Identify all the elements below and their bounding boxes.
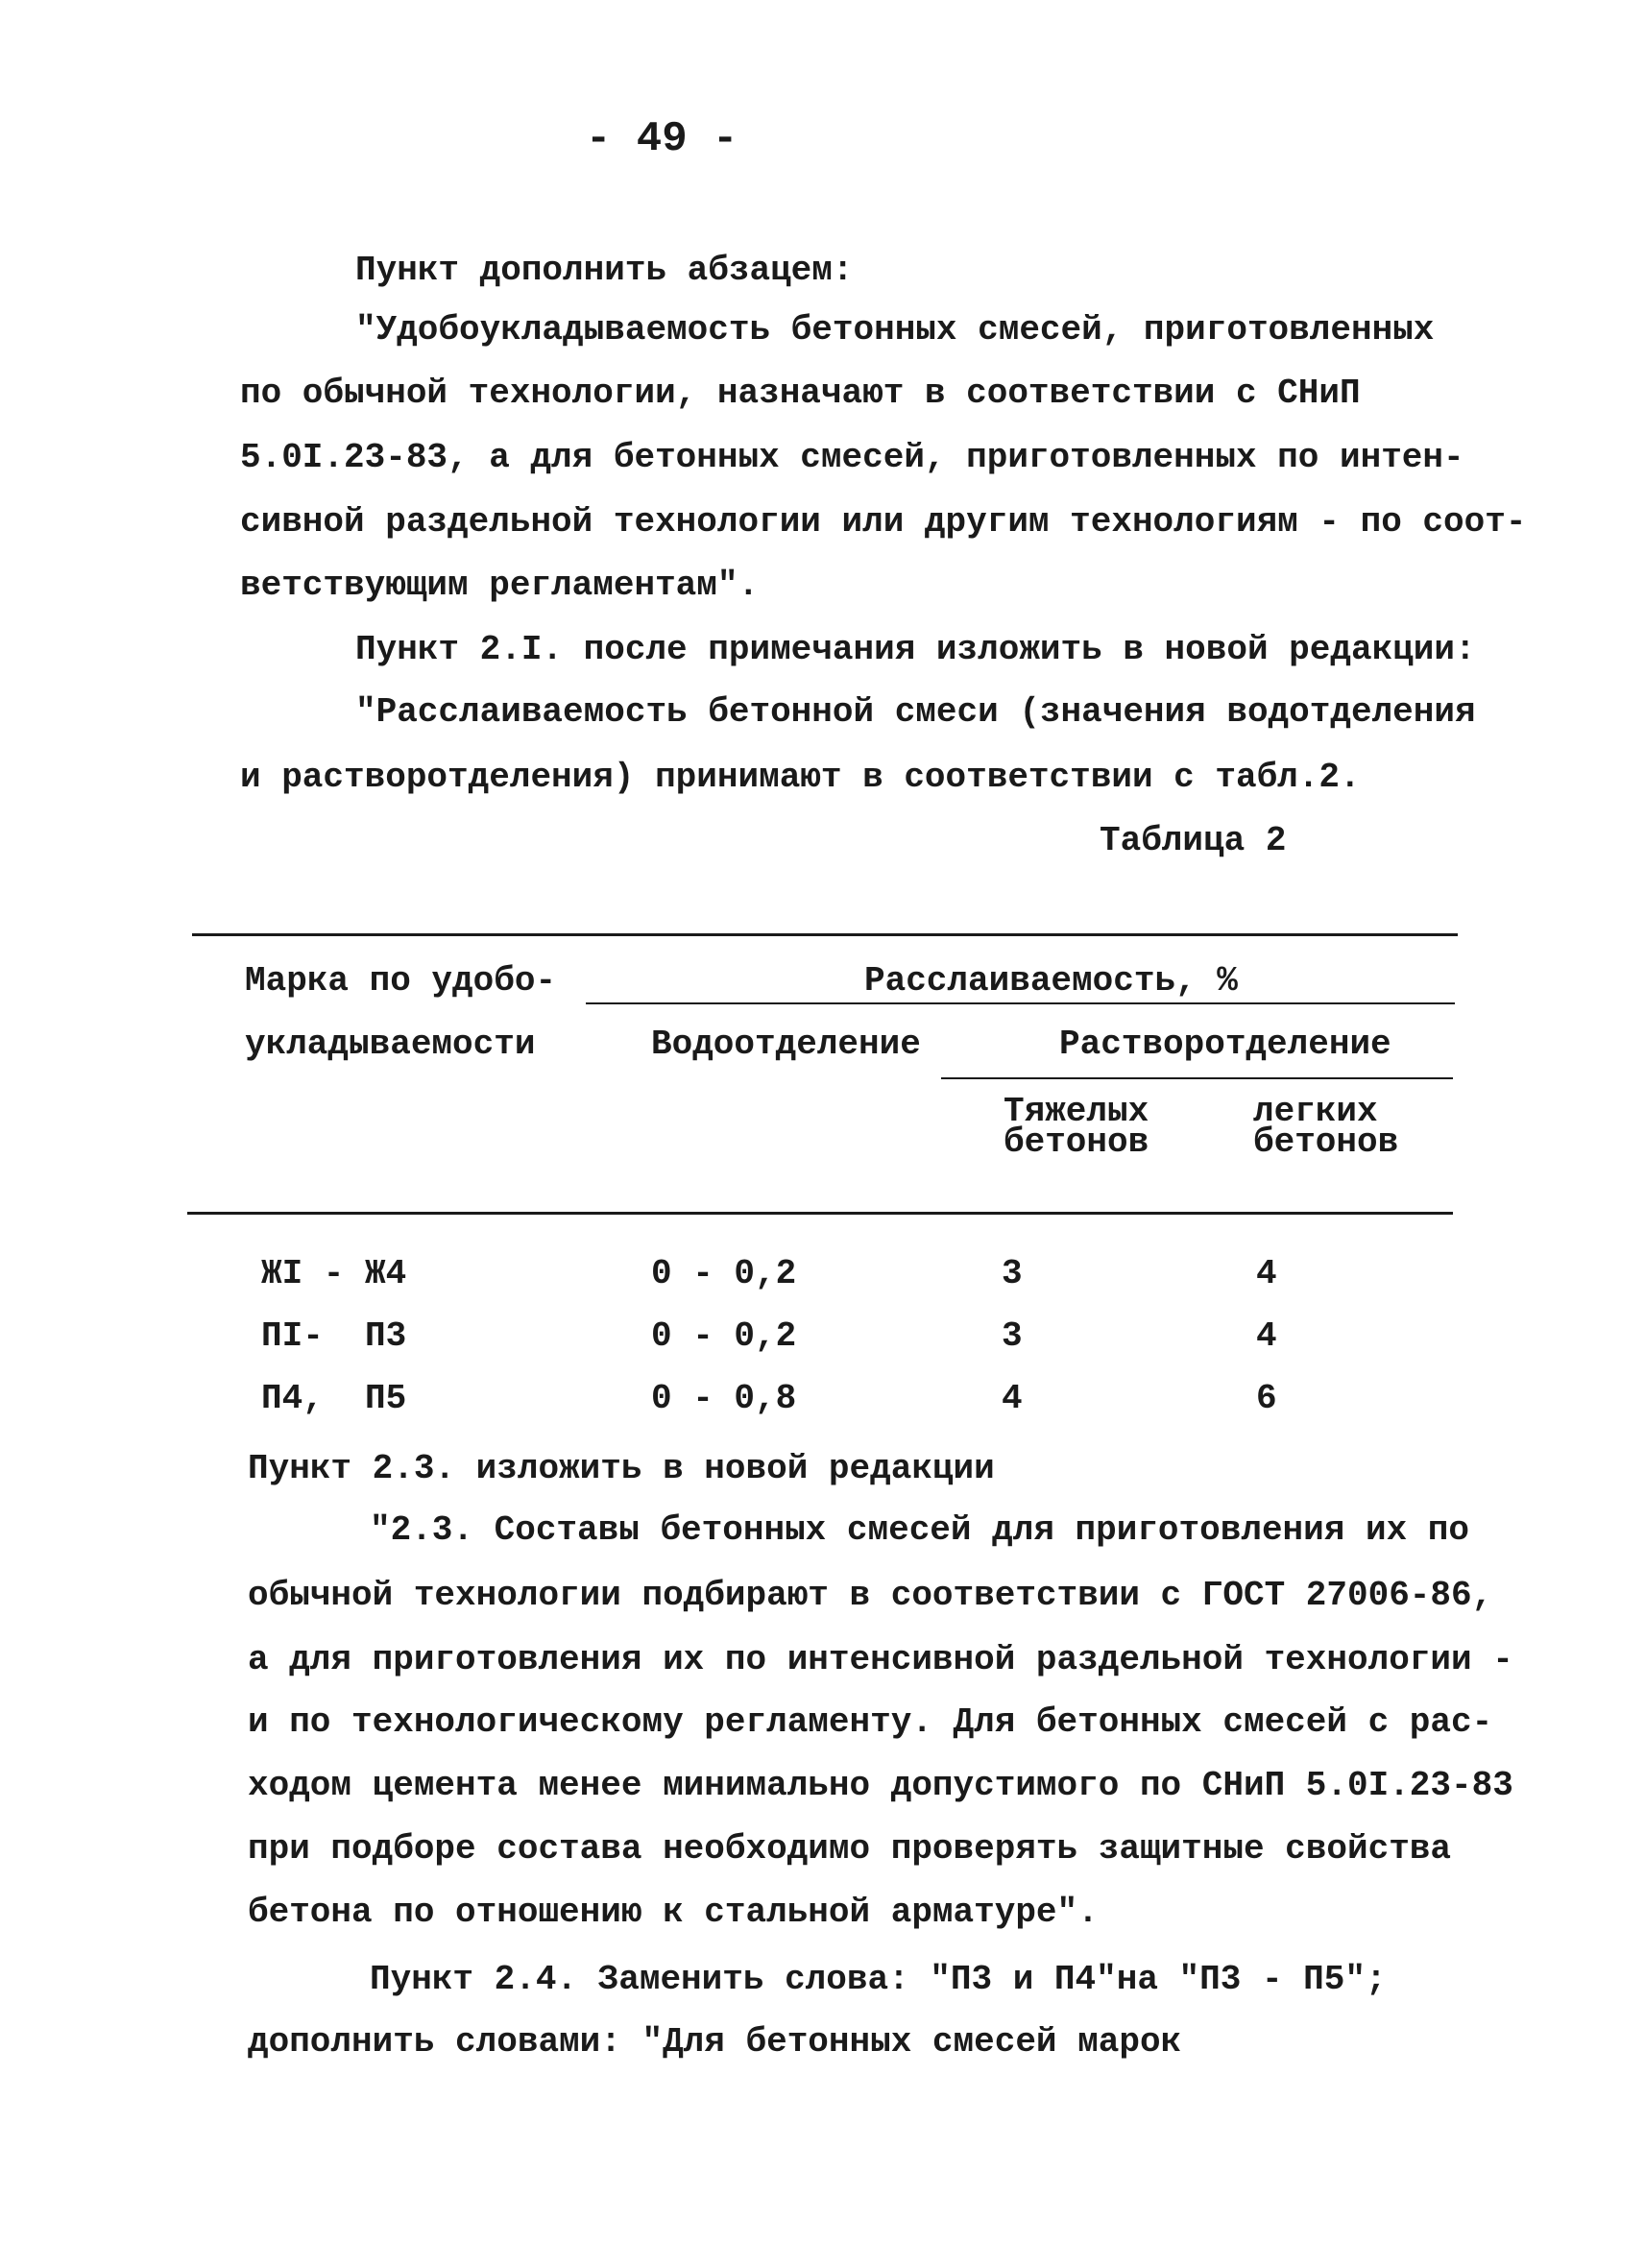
table-cell-heavy: 4 [1002,1379,1023,1418]
table-header-water: Водоотделение [651,1025,921,1064]
table-header-heavy-line1: Тяжелых [1004,1092,1149,1131]
paragraph-line: при подборе состава необходимо проверять защитные свойства [248,1829,1452,1869]
paragraph-line: дополнить словами: "Для бетонных смесей марок [248,2022,1182,2062]
paragraph-line: 5.0I.23-83, а для бетонных смесей, приготовленных по интен- [240,438,1464,477]
paragraph-line: обычной технологии подбирают в соответствии с ГОСТ 27006-86, [248,1576,1493,1615]
table-cell-water: 0 - 0,8 [651,1379,797,1418]
paragraph-line: ветствующим регламентам". [240,566,760,605]
table-header-bottom-rule [187,1212,1453,1215]
table-header-light-line2: бетонов [1253,1122,1399,1162]
paragraph-line: Пункт 2.4. Заменить слова: "П3 и П4"на "П3 - П5"; [370,1960,1387,1999]
paragraph-line: "Расслаиваемость бетонной смеси (значения водотделения [355,692,1476,732]
paragraph-line: сивной раздельной технологии или другим технологиям - по соот- [240,502,1527,542]
paragraph-line: по обычной технологии, назначают в соответствии с СНиП [240,374,1361,413]
paragraph-line: ходом цемента менее минимально допустимого по СНиП 5.0I.23-83 [248,1766,1513,1805]
table-cell-grade: ЖI - Ж4 [261,1254,407,1293]
table-top-rule [192,933,1458,936]
paragraph-line: Пункт 2.I. после примечания изложить в новой редакции: [355,630,1476,669]
table-header-group: Расслаиваемость, % [864,961,1238,1001]
table-caption: Таблица 2 [1100,821,1287,860]
table-cell-light: 4 [1256,1316,1277,1356]
table-header-heavy-line2: бетонов [1004,1122,1149,1162]
table-subgroup-rule [941,1077,1453,1079]
table-cell-heavy: 3 [1002,1316,1023,1356]
table-group-rule [586,1002,1455,1004]
table-cell-grade: ПI- П3 [261,1316,407,1356]
table-cell-water: 0 - 0,2 [651,1316,797,1356]
table-cell-heavy: 3 [1002,1254,1023,1293]
paragraph-line: "2.3. Составы бетонных смесей для приготовления их по [370,1510,1469,1550]
table-header-grade-line1: Марка по удобо- [245,961,557,1001]
paragraph-line: Пункт дополнить абзацем: [355,251,854,290]
page-number: - 49 - [586,115,738,163]
table-cell-light: 6 [1256,1379,1277,1418]
paragraph-line: а для приготовления их по интенсивной раздельной технологии - [248,1640,1513,1679]
paragraph-line: и по технологическому регламенту. Для бетонных смесей с рас- [248,1702,1493,1742]
table-header-light-line1: легких [1253,1092,1378,1131]
table-header-solution-group: Растворотделение [1059,1025,1391,1064]
table-cell-light: 4 [1256,1254,1277,1293]
paragraph-line: бетона по отношению к стальной арматуре". [248,1893,1099,1932]
paragraph-line: и растворотделения) принимают в соответствии с табл.2. [240,758,1361,797]
table-cell-grade: П4, П5 [261,1379,407,1418]
table-cell-water: 0 - 0,2 [651,1254,797,1293]
paragraph-line: Пункт 2.3. изложить в новой редакции [248,1449,995,1488]
table-header-grade-line2: укладываемости [245,1025,536,1064]
paragraph-line: "Удобоукладываемость бетонных смесей, приготовленных [355,310,1435,350]
